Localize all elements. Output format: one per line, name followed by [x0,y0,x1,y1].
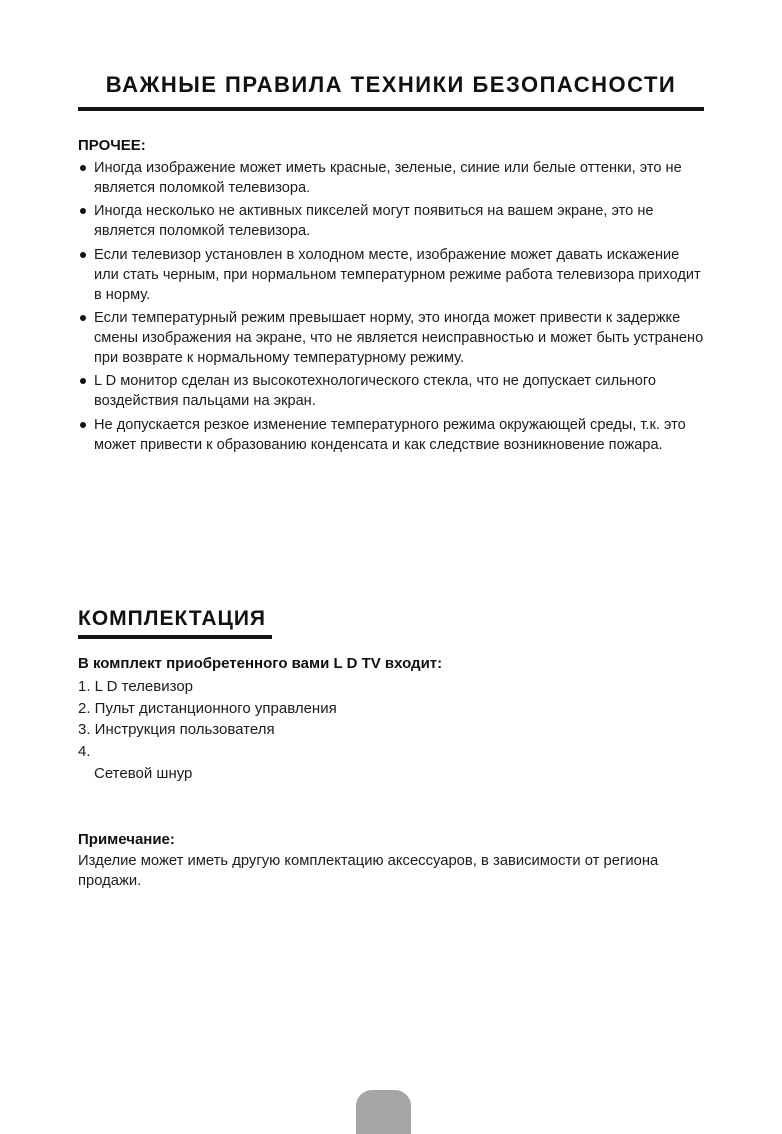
other-section-heading: ПРОЧЕЕ: [78,137,146,154]
safety-bullet-list [78,158,704,455]
bullet-item: Иногда несколько не активных пикселей могут появиться на вашем экране, это не является поломкой телевизора. [78,201,704,241]
other-section [78,137,704,455]
package-intro: В комплект приобретенного вами L D TV входит: [78,654,443,672]
scan-artifact-tab [356,1090,411,1134]
page-title: ВАЖНЫЕ ПРАВИЛА ТЕХНИКИ БЕЗОПАСНОСТИ [105,72,677,97]
bullet-item: L D монитор сделан из высокотехнологического стекла, что не допускает сильного воздействия пальцами на экран. [78,371,704,411]
title-underline-rule [78,107,704,111]
bullet-item: Иногда изображение может иметь красные, зеленые, синие или белые оттенки, это не является поломкой телевизора. [78,158,704,198]
note-section [78,831,704,892]
list-item: 1. L D телевизор [78,677,194,695]
bullet-item: Если температурный режим превышает норму, это иногда может привести к задержке смены изображения на экране, что не является неисправностью и может быть устранено при возврате к нормальному температурному режиму. [78,308,704,368]
bullet-item: Если телевизор установлен в холодном месте, изображение может давать искажение или стать черным, при нормальном температурном режиме работа телевизора приходит в норму. [78,245,704,305]
list-item: 4. [78,743,91,760]
list-item: 3. Инструкция пользователя [78,721,275,739]
package-section-heading: КОМПЛЕКТАЦИЯ [78,607,272,639]
package-list [78,676,704,785]
package-section [78,607,704,785]
list-item: 2. Пульт дистанционного управления [78,699,337,717]
bullet-item: Не допускается резкое изменение температурного режима окружающей среды, т.к. это может привести к образованию конденсата и как следствие возникновение пожара. [78,415,704,455]
list-item: Сетевой шнур [94,764,193,782]
note-heading: Примечание: [78,830,175,848]
note-text: Изделие может иметь другую комплектацию аксессуаров, в зависимости от региона продажи. [78,852,659,890]
